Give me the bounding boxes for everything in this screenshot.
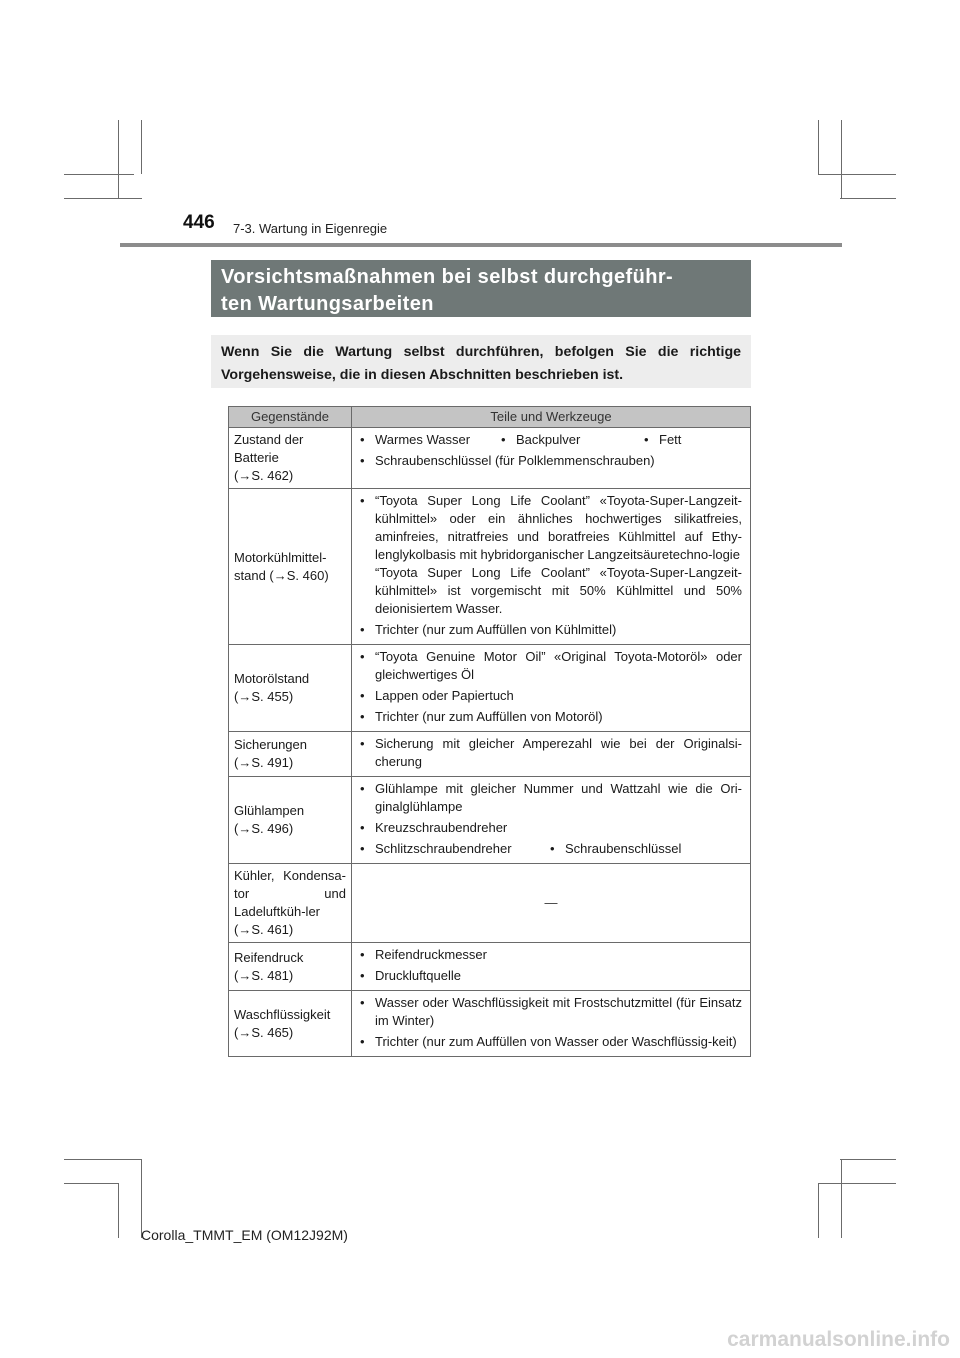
column-header: Gegenstände (229, 407, 352, 428)
tools-cell (352, 732, 751, 777)
crop-mark (841, 1159, 842, 1238)
tools-cell (352, 864, 751, 943)
page-number: 446 (183, 212, 215, 233)
tool-item: • Warmes Wasser (360, 431, 501, 449)
item-line: Glühlampen (234, 803, 305, 818)
item-cell (229, 991, 352, 1057)
item-line: Reifendruck (234, 949, 304, 965)
footer-doc-id: Corolla_TMMT_EM (OM12J92M) (141, 1227, 348, 1243)
table-row (229, 732, 751, 777)
item-cell (229, 732, 352, 777)
tools-table (228, 406, 751, 1057)
tool-item: • Schraubenschlüssel (550, 840, 681, 858)
title-line: Vorsichtsmaßnahmen bei selbst durchgeführ- (221, 266, 674, 288)
item-cell (229, 777, 352, 864)
crop-mark (64, 198, 142, 199)
tool-item: • Trichter (nur zum Auffüllen von Wasser oder Waschflüssig-keit) (360, 1033, 742, 1051)
tool-item: • Backpulver (501, 431, 644, 449)
table-row (229, 428, 751, 489)
section-label: 7-3. Wartung in Eigenregie (233, 221, 388, 236)
item-cell (229, 489, 352, 645)
item-line: Sicherungen (234, 737, 307, 752)
item-line: (→S. 491) (234, 755, 294, 770)
item-line: Motorkühlmittel- (234, 549, 327, 565)
section-title (211, 260, 751, 317)
tools-cell (352, 777, 751, 864)
tool-item: • Lappen oder Papiertuch (360, 687, 742, 705)
item-cell (229, 943, 352, 991)
tool-item: • Reifendruckmesser (360, 946, 742, 964)
item-line: (→S. 496) (234, 821, 294, 836)
tools-cell (352, 991, 751, 1057)
tool-note: “Toyota Super Long Life Coolant” «Toyota-Super-Langzeit-kühlmittel» ist vorgemischt mit 50% Kühlmittel und 50% deionisiertem Wasser. (375, 565, 742, 616)
table-row (229, 943, 751, 991)
tool-item (360, 492, 742, 618)
crop-mark (64, 174, 134, 175)
tools-cell (352, 489, 751, 645)
tool-item: • Trichter (nur zum Auffüllen von Motoröl) (360, 708, 742, 726)
crop-mark (118, 120, 119, 198)
crop-mark (118, 1183, 119, 1238)
table-row (229, 645, 751, 732)
tools-inline-row (360, 840, 742, 858)
tool-item: • Sicherung mit gleicher Amperezahl wie bei der Originalsi-cherung (360, 735, 742, 771)
watermark: carmanualsonline.info (727, 1328, 950, 1351)
tool-item: • Druckluftquelle (360, 967, 742, 985)
tool-item: • Wasser oder Waschflüssigkeit mit Frostschutzmittel (für Einsatz im Winter) (360, 994, 742, 1030)
crop-mark (840, 198, 896, 199)
item-cell (229, 428, 352, 489)
crop-mark (818, 174, 896, 175)
crop-mark (818, 1183, 819, 1238)
tool-item: • Kreuzschraubendreher (360, 819, 742, 837)
table-header-row (229, 407, 751, 428)
header-rule (120, 243, 842, 247)
table-row (229, 991, 751, 1057)
item-line: (→S. 481) (234, 967, 294, 983)
tool-text: • “Toyota Super Long Life Coolant” «Toyota-Super-Langzeit-kühlmittel» oder ein ähnliches hochwertiges silikatfreies, aminfreies, nitratfreies und boratfreies Kühlmittel auf Ethy-lenglykolbasis mit hybridorganischer Langzeitsäuretechno-logie (375, 493, 742, 562)
title-line: ten Wartungsarbeiten (221, 293, 434, 315)
item-line: (→S. 455) (234, 689, 294, 704)
crop-mark (840, 1159, 896, 1160)
item-line: Motorölstand (234, 671, 310, 686)
item-cell (229, 864, 352, 943)
intro-box: Wenn Sie die Wartung selbst durchführen, befolgen Sie die richtige Vorgehensweise, die in diesen Abschnitten beschrieben ist. (211, 335, 751, 388)
crop-mark (818, 1183, 896, 1184)
tool-item: • Schraubenschlüssel (für Polklemmenschrauben) (360, 452, 742, 470)
crop-mark (818, 120, 819, 174)
item-line: Zustand der Batterie (234, 432, 304, 465)
column-header: Teile und Werkzeuge (352, 407, 751, 428)
tools-cell (352, 943, 751, 991)
table-row (229, 864, 751, 943)
table-row (229, 777, 751, 864)
tools-cell (352, 428, 751, 489)
item-cell (229, 645, 352, 732)
item-line: stand (→S. 460) (234, 567, 329, 583)
item-line: Waschflüssigkeit (234, 1006, 331, 1022)
item-line: Kühler, Kondensa-tor und Ladeluftküh-ler (→S. 461) (234, 868, 346, 937)
tool-item: • Fett (644, 431, 681, 449)
item-line: (→S. 465) (234, 1024, 294, 1040)
tools-inline-row (360, 431, 742, 449)
item-line: (→S. 462) (234, 468, 294, 483)
empty-dash: — (544, 895, 558, 910)
table-row (229, 489, 751, 645)
tools-cell (352, 645, 751, 732)
crop-mark (64, 1183, 119, 1184)
tool-item: • Schlitzschraubendreher (360, 840, 550, 858)
crop-mark (841, 120, 842, 198)
tool-item: • Glühlampe mit gleicher Nummer und Wattzahl wie die Ori-ginalglühlampe (360, 780, 742, 816)
tool-item: • “Toyota Genuine Motor Oil” «Original Toyota-Motoröl» oder gleichwertiges Öl (360, 648, 742, 684)
tool-item: • Trichter (nur zum Auffüllen von Kühlmittel) (360, 621, 742, 639)
crop-mark (141, 120, 142, 174)
crop-mark (64, 1159, 142, 1160)
